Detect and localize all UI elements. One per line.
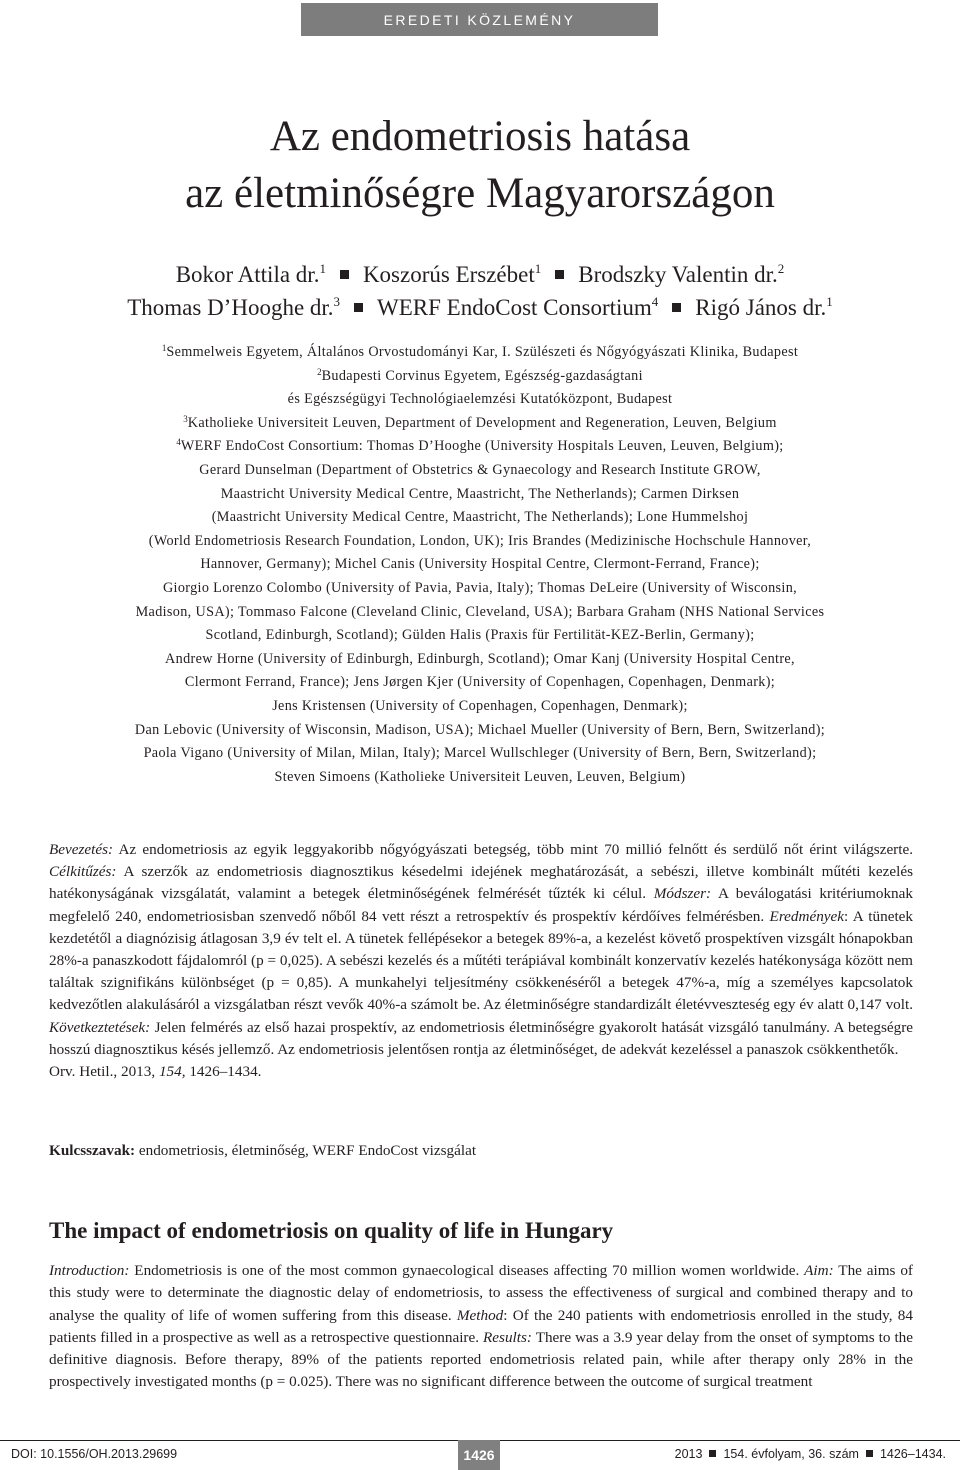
issue-volume: 154. évfolyam, 36. szám (723, 1447, 859, 1461)
affiliation-line: Paola Vigano (University of Milan, Milan, Italy); Marcel Wullschleger (University of Bern, Bern, Switzerland); (143, 745, 817, 762)
affiliation-line: (Maastricht University Medical Centre, Maastricht, The Netherlands); Lone Hummelshoj (211, 509, 749, 526)
affil-marker: 4 (176, 437, 181, 448)
abstract-text: Jelen felmérés az első hazai prospektív, az endometriosis életminőségre gyakorolt hatását vizsgáló tanulmány. A betegségre hosszú diagnosztikus késés jellemző. Az endometriosis jelentősen rontja az életminőséget, de adekvát kezeléssel a panaszok csökkenthetők. (49, 1018, 913, 1058)
affiliation-line (30, 341, 930, 365)
abstract-heading: Results: (483, 1328, 532, 1346)
abstract-text: : Of the 240 patients with endometriosis enrolled in the study, 84 patients filled in a prospective as well as a retrospective questionnaire. (49, 1306, 913, 1346)
abstract-text: The aims of this study were to determinate the diagnostic delay of endometriosis, to assess the effectiveness of surgical and combined therapy and to analyse the quality of life of women suffering from this disease. (49, 1262, 913, 1324)
square-bullet-icon (672, 303, 681, 312)
abstract-english (49, 1260, 913, 1394)
abstract-heading: Célkitűzés: (49, 863, 117, 881)
author-line-1 (0, 258, 960, 291)
page-number: 1426 (458, 1440, 500, 1470)
doi-label: DOI: 10.1556/OH.2013.29699 (11, 1447, 178, 1461)
english-title: The impact of endometriosis on quality of life in Hungary (49, 1218, 614, 1243)
affiliation-line: Steven Simoens (Katholieke Universiteit Leuven, Leuven, Belgium) (274, 768, 686, 785)
abstract-heading: Method (456, 1306, 504, 1324)
author-name: WERF EndoCost Consortium (377, 295, 652, 320)
section-label-text: EREDETI KÖZLEMÉNY (383, 11, 576, 28)
affiliation-line: Maastricht University Medical Centre, Maastricht, The Netherlands); Carmen Dirksen (220, 485, 740, 502)
affil-marker: 2 (317, 366, 322, 377)
citation: Orv. Hetil., 2013, (49, 1063, 159, 1081)
affiliation-text: WERF EndoCost Consortium: Thomas D’Hooghe (University Hospitals Leuven, Leuven, Belgium); (180, 438, 784, 455)
abstract-heading: Következtetések: (49, 1018, 151, 1036)
abstract-heading: Aim: (804, 1262, 834, 1279)
affil-marker: 1 (161, 343, 167, 353)
author-affil-marker: 2 (777, 261, 785, 276)
article-title (0, 108, 960, 222)
abstract-text: There was a 3.9 year delay from the onset of symptoms to the definitive diagnosis. Before therapy, 89% of the patients reported endometriosis related pain, while after therapy only 28% in the prospectively investigated months (p = 0.025). There was no significant difference between the outcome of surgical treatment (49, 1328, 913, 1391)
square-bullet-icon (354, 303, 363, 312)
affiliation-line: Scotland, Edinburgh, Scotland); Gülden Halis (Praxis für Fertilität-KEZ-Berlin, Germany); (205, 627, 755, 644)
title-line-2: az életminőségre Magyarországon (185, 170, 775, 217)
affiliation-line: Giorgio Lorenzo Colombo (University of Pavia, Pavia, Italy); Thomas DeLeire (University of Wisconsin, (162, 579, 798, 596)
abstract-text: Endometriosis is one of the most common gynaecological diseases affecting 70 million women worldwide. (129, 1262, 805, 1279)
author-affil-marker: 3 (333, 294, 341, 309)
author-name: Brodszky Valentin dr. (578, 262, 778, 287)
abstract-heading: Módszer: (653, 885, 712, 903)
issue-year: 2013 (674, 1447, 703, 1461)
author-name: Koszorús Erszébet (362, 262, 535, 287)
abstract-hungarian (49, 839, 913, 1083)
affiliation-line: (World Endometriosis Research Foundation, London, UK); Iris Brandes (Medizinische Hochschule Hannover, (148, 532, 812, 549)
author-affil-marker: 1 (319, 261, 326, 276)
square-bullet-icon (340, 270, 349, 279)
square-bullet-icon (866, 1450, 873, 1457)
author-line-2 (0, 291, 960, 324)
keywords (49, 1140, 913, 1162)
abstract-text: A szerzők az endometriosis diagnosztikus késedelmi idejének meghatározását, a sebészi, illetve kombinált műtéti kezelés hatékonyságának vizsgálatát, valamint a betegek életminőségének felmérését tűzték ki célul. (49, 863, 913, 903)
author-affil-marker: 1 (534, 261, 542, 276)
author-name: Rigó János dr. (695, 295, 827, 320)
author-affil-marker: 1 (826, 294, 833, 309)
issue-info (675, 1447, 946, 1461)
affiliation-line: és Egészségügyi Technológiaelemzési Kutatóközpont, Budapest (287, 391, 673, 408)
abstract-heading: Bevezetés: (49, 841, 114, 858)
affiliation-line: Gerard Dunselman (Department of Obstetrics & Gynaecology and Research Institute GROW, (199, 461, 761, 478)
affiliation-line (30, 365, 930, 389)
issue-pages: 1426–1434. (879, 1447, 946, 1461)
author-name: Thomas D’Hooghe dr. (127, 295, 334, 320)
title-line-1: Az endometriosis hatása (269, 113, 691, 160)
author-list (0, 258, 960, 324)
author-affil-marker: 4 (651, 294, 659, 309)
affiliation-text: Semmelweis Egyetem, Általános Orvostudományi Kar, I. Szülészeti és Nőgyógyászati Klinika, Budapest (166, 344, 799, 360)
citation-volume: 154, (158, 1063, 186, 1081)
abstract-text: A beválogatási kritériumoknak megfelelő 240, endometriosisban szenvedő nőből 84 vett részt a retrospektív és prospektív kérdőíves felmérésben. (49, 885, 913, 925)
page-footer (0, 1440, 960, 1470)
affiliation-line: Madison, USA); Tommaso Falcone (Cleveland Clinic, Cleveland, USA); Barbara Graham (NHS National Services (135, 603, 825, 620)
affiliation-text: Budapesti Corvinus Egyetem, Egészség-gazdaságtani (321, 367, 643, 384)
affiliation-line (30, 412, 930, 436)
affiliation-line: Clermont Ferrand, France); Jens Jørgen Kjer (University of Copenhagen, Copenhagen, Denmark); (184, 674, 776, 691)
keywords-text: endometriosis, életminőség, WERF EndoCost vizsgálat (135, 1142, 477, 1159)
abstract-text: Az endometriosis az egyik leggyakoribb nőgyógyászati betegség, több mint 70 millió felnőtt és serdülő nőt érint világszerte. (113, 841, 913, 858)
affiliation-line: Jens Kristensen (University of Copenhagen, Copenhagen, Denmark); (272, 697, 688, 714)
affil-marker: 3 (183, 413, 188, 424)
keywords-label: Kulcsszavak: (49, 1142, 136, 1159)
abstract-heading: Eredmények (769, 907, 845, 925)
section-label (301, 3, 658, 36)
square-bullet-icon (555, 270, 564, 279)
author-name: Bokor Attila dr. (175, 262, 320, 287)
abstract-heading: Introduction: (49, 1262, 130, 1279)
affiliation-line: Andrew Horne (University of Edinburgh, Edinburgh, Scotland); Omar Kanj (University Hospital Centre, (165, 650, 795, 667)
affiliation-text: Katholieke Universiteit Leuven, Department of Development and Regeneration, Leuven, Belgium (187, 414, 777, 431)
abstract-text: : A tünetek kezdetétől a diagnózisig átlagosan 3,9 év telt el. A tünetek fellépésekor a betegek 89%-a, a kezelést követő prospektíven vizsgált hónapokban 28%-a panaszkodott fájdalomról (p = 0,025). A sebészi kezelés és a műtéti terápiával kombinált konzervatív kezelés hatékonysága között nem találtak szignifikáns különbséget (p = 0,85). A munkahelyi teljesítmény csökkenéséről a betegek 47%-a, míg a személyes kapcsolatok kedvezőtlen alakulásáról a vizsgálatban részt vevők 40%-a számolt be. Az életminőségre standardizált életévveszteség egy év alatt 0,147 volt. (49, 907, 913, 1014)
affiliation-line: Hannover, Germany); Michel Canis (University Hospital Centre, Clermont-Ferrand, France); (200, 556, 760, 573)
affiliations (30, 341, 930, 789)
citation-pages: 1426–1434. (185, 1063, 262, 1081)
square-bullet-icon (709, 1450, 716, 1457)
affiliation-line (30, 435, 930, 459)
affiliation-line: Dan Lebovic (University of Wisconsin, Madison, USA); Michael Mueller (University of Bern, Bern, Switzerland); (134, 721, 826, 738)
